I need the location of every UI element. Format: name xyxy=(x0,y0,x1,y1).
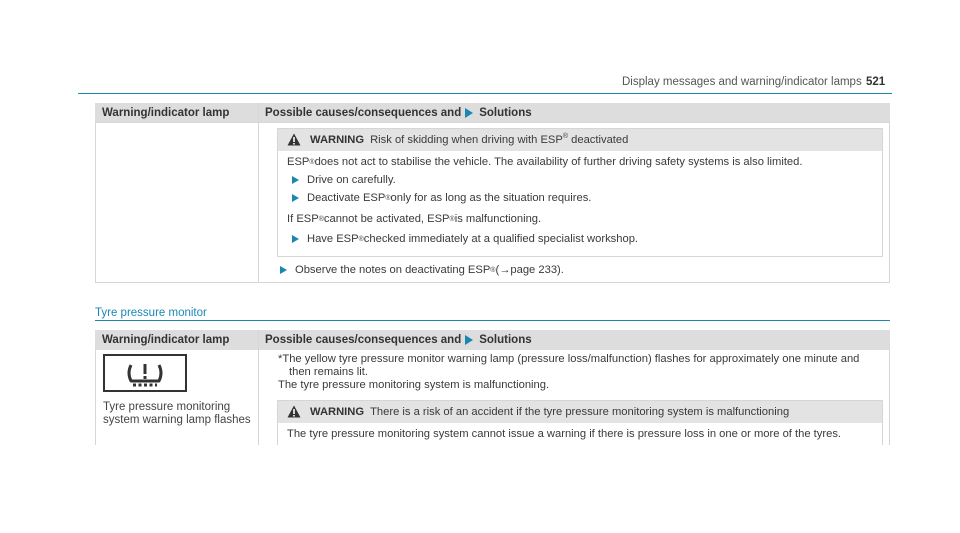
solutions-arrow-icon xyxy=(465,108,473,118)
tyre-para-line-2: then remains lit. xyxy=(289,366,368,378)
esp-step-check: Have ESP ® checked immediately at a qualified specialist workshop. xyxy=(292,233,638,245)
section-rule xyxy=(95,320,890,321)
table2-col2-heading-text: Possible causes/consequences and xyxy=(265,334,462,346)
esp-warning-body: ESP ® does not act to stabilise the vehicle. The availability of further driving safety systems is also limited. xyxy=(287,156,803,168)
table1-solutions-label: Solutions xyxy=(479,107,532,119)
tyre-pressure-warning-icon xyxy=(105,356,185,390)
warning-triangle-icon xyxy=(287,133,301,146)
table1-col2-heading-text: Possible causes/consequences and xyxy=(265,107,462,119)
section-title: Tyre pressure monitor xyxy=(95,307,207,319)
step-arrow-icon xyxy=(292,176,299,184)
tyre-para-line-1: *The yellow tyre pressure monitor warning lamp (pressure loss/malfunction) flashes for approximately one minute and xyxy=(278,353,860,365)
esp-warning-label: WARNING xyxy=(310,133,365,146)
table2-right-border xyxy=(889,350,890,445)
lamp-caption xyxy=(103,401,251,427)
cross-reference-arrow-icon: → xyxy=(499,264,511,276)
step-arrow-icon xyxy=(292,235,299,243)
esp-warning-box xyxy=(277,128,883,257)
lamp-caption-line-2: system warning lamp flashes xyxy=(103,414,251,426)
tyre-warning-bar xyxy=(278,401,882,423)
step-arrow-icon xyxy=(292,194,299,202)
tyre-warning-label: WARNING xyxy=(310,405,365,418)
observe-note: Observe the notes on deactivating ESP ® ( → page 233). xyxy=(280,264,564,276)
tyre-pressure-lamp xyxy=(103,354,187,392)
esp-warning-title: Risk of skidding when driving with ESP® deactivated xyxy=(370,133,629,146)
table2-left-border xyxy=(95,350,96,445)
running-header-title: Display messages and warning/indicator lamps xyxy=(622,76,862,88)
tyre-warning-title: There is a risk of an accident if the tyre pressure monitoring system is malfunctioning xyxy=(370,405,790,418)
esp-warning-bar xyxy=(278,129,882,151)
table1-col1-heading: Warning/indicator lamp xyxy=(102,107,230,119)
esp-condition: If ESP ® cannot be activated, ESP ® is malfunctioning. xyxy=(287,213,542,225)
table1-column-divider xyxy=(258,103,259,283)
table2-column-divider xyxy=(258,330,259,445)
table1-header xyxy=(95,103,890,123)
page-number: 521 xyxy=(866,76,886,88)
table2-header xyxy=(95,330,890,350)
tyre-warning-body: The tyre pressure monitoring system cannot issue a warning if there is pressure loss in one or more of the tyres. xyxy=(287,428,842,440)
table1-col2-heading xyxy=(265,107,532,119)
solutions-arrow-icon xyxy=(465,335,473,345)
step-arrow-icon xyxy=(280,266,287,274)
warning-triangle-icon xyxy=(287,405,301,418)
tyre-warning-box xyxy=(277,400,883,445)
esp-step-drive-carefully: Drive on carefully. xyxy=(292,174,396,186)
esp-step-deactivate: Deactivate ESP ® only for as long as the situation requires. xyxy=(292,192,591,204)
table2-col1-heading: Warning/indicator lamp xyxy=(102,334,230,346)
table2-solutions-label: Solutions xyxy=(479,334,532,346)
running-header xyxy=(622,76,886,88)
header-rule xyxy=(78,93,892,94)
table2-col2-heading xyxy=(265,334,532,346)
lamp-caption-line-1: Tyre pressure monitoring xyxy=(103,401,231,413)
page-reference-link[interactable]: page 233). xyxy=(510,264,564,276)
tyre-para-line-3: The tyre pressure monitoring system is malfunctioning. xyxy=(278,379,550,391)
